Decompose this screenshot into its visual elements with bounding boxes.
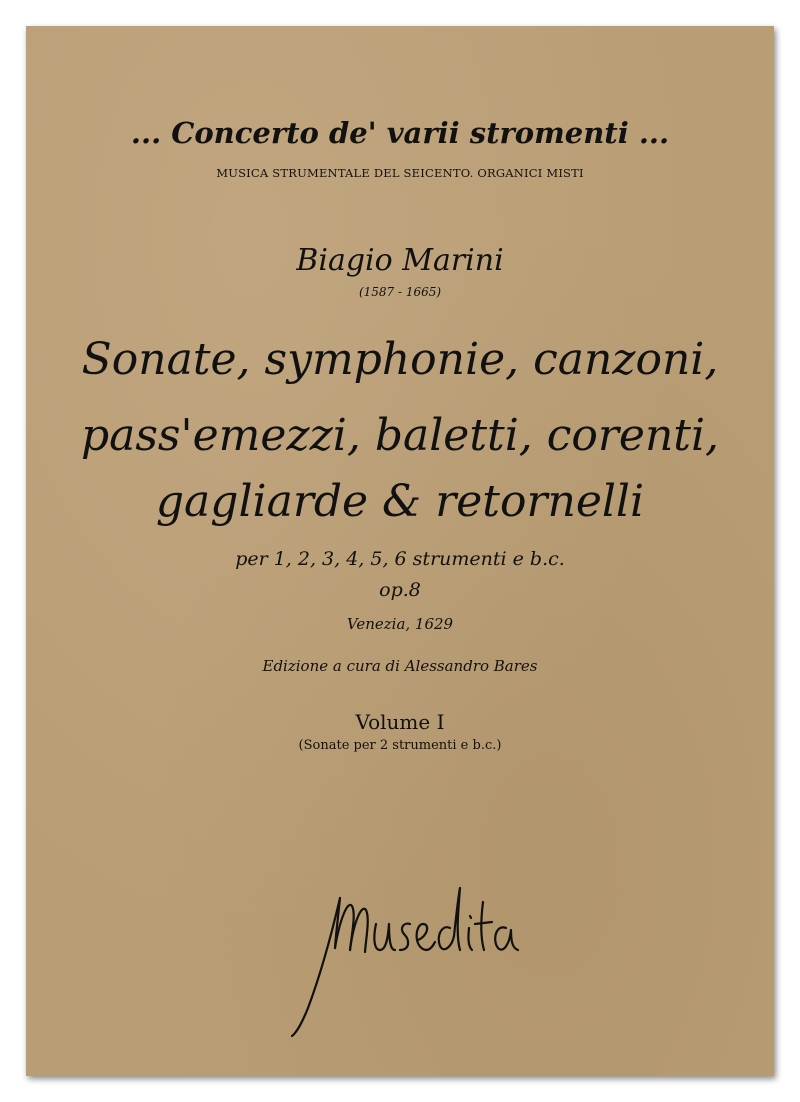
opus-number: op.8 <box>379 579 421 601</box>
work-title-line: gagliarde & retornelli <box>155 476 645 527</box>
scoring: per 1, 2, 3, 4, 5, 6 strumenti e b.c. <box>235 548 565 570</box>
composer-dates: (1587 - 1665) <box>358 285 442 299</box>
series-title: ... Concerto de' varii stromenti ... <box>130 116 670 150</box>
musedita-signature-logo <box>278 858 528 1043</box>
place-date: Venezia, 1629 <box>346 615 454 633</box>
cover-page <box>26 26 774 1076</box>
volume-content: (Sonate per 2 strumenti e b.c.) <box>298 738 502 753</box>
volume-label: Volume I <box>355 710 445 734</box>
editor-credit: Edizione a cura di Alessandro Bares <box>262 657 538 675</box>
work-title-line: pass'emezzi, baletti, corenti, <box>80 410 720 461</box>
composer-name: Biagio Marini <box>296 243 504 278</box>
work-title-line: Sonate, symphonie, canzoni, <box>81 334 719 385</box>
series-subtitle: MUSICA STRUMENTALE DEL SEICENTO. ORGANICI MISTI <box>216 166 584 180</box>
